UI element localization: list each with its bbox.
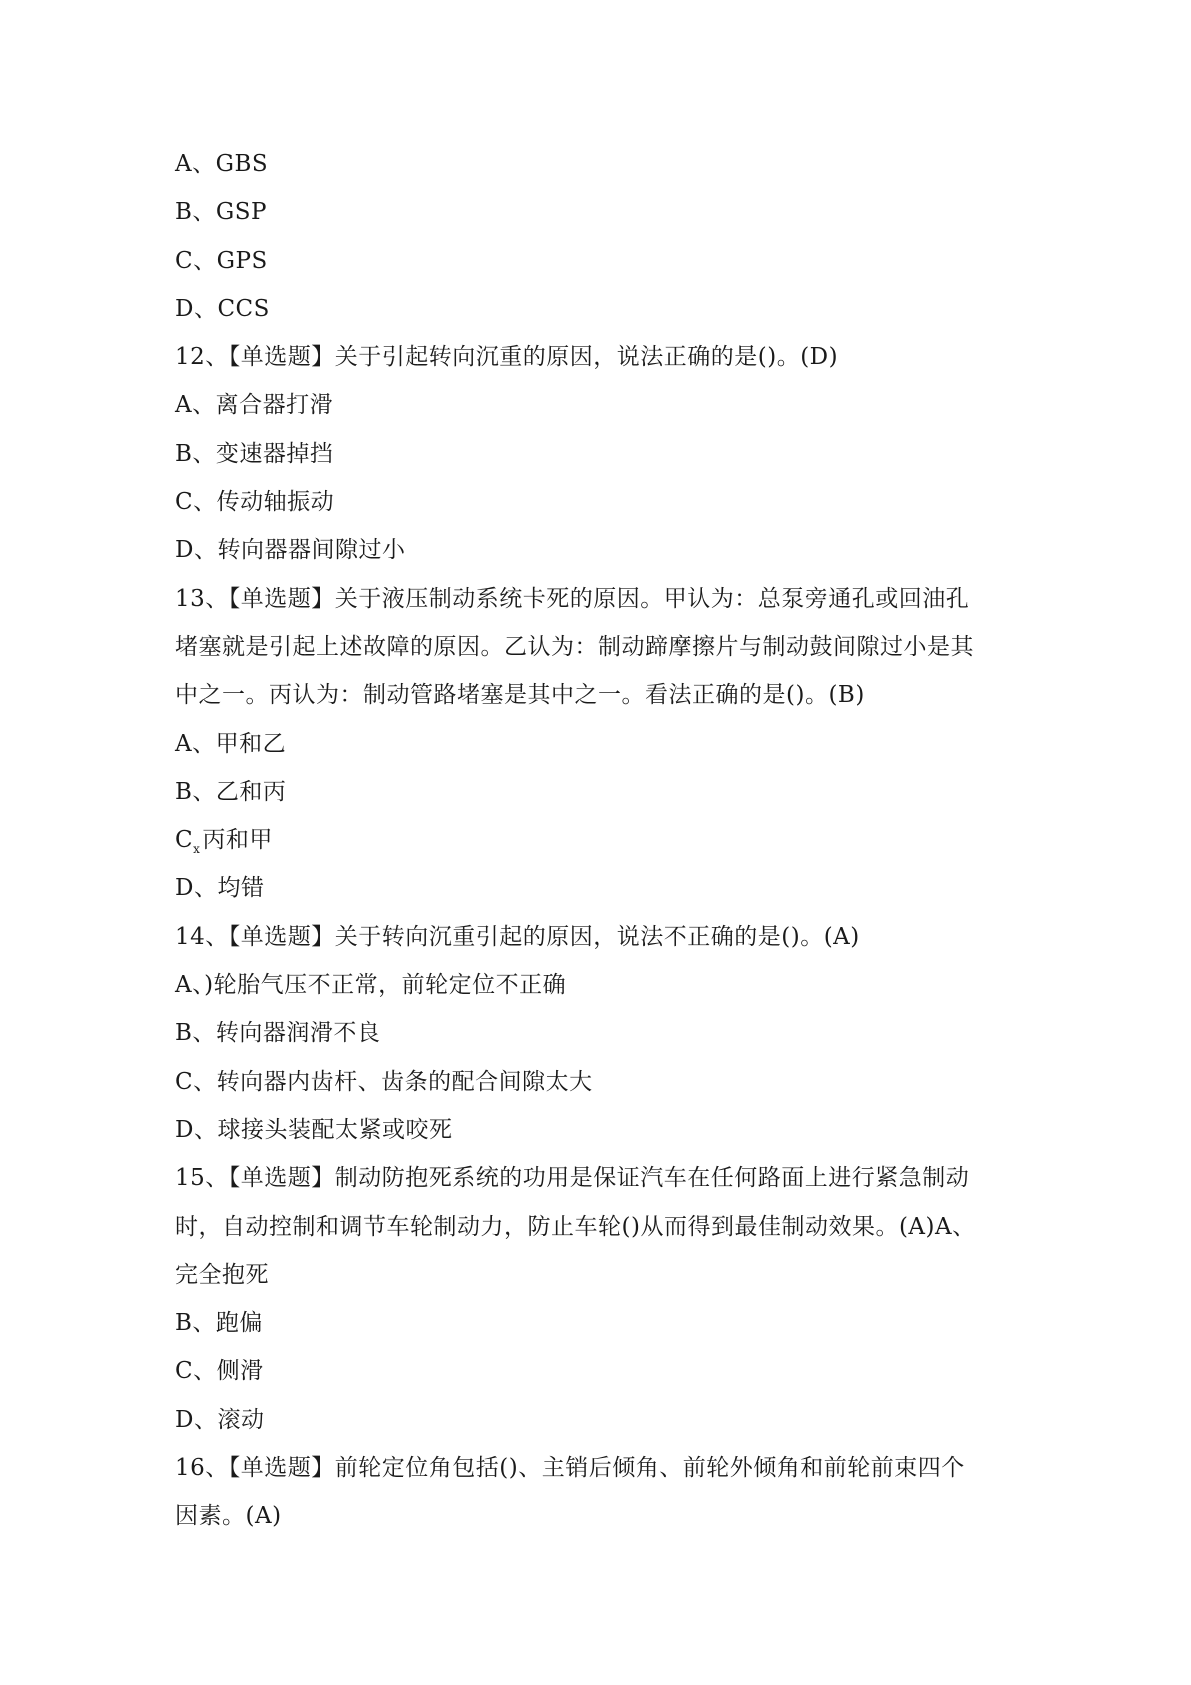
option-line: A、甲和乙 (175, 730, 287, 757)
option-line: B、跑偏 (175, 1310, 263, 1337)
question-line: 12、【单选题】关于引起转向沉重的原因，说法正确的是()。(D) (175, 344, 839, 371)
option-line: A、)轮胎气压不正常，前轮定位不正确 (175, 972, 567, 999)
option-line: B、变速器掉挡 (175, 440, 334, 467)
question-line: 16、【单选题】前轮定位角包括()、主销后倾角、前轮外倾角和前轮前束四个 (175, 1455, 965, 1482)
option-line: 完全抱死 (175, 1261, 269, 1288)
option-line: B、转向器润滑不良 (175, 1020, 381, 1047)
option-line: A、离合器打滑 (175, 392, 334, 419)
option-line: D、球接头装配太紧或咬死 (175, 1116, 453, 1143)
option-line: B、乙和丙 (175, 778, 287, 805)
option-prefix: C (175, 827, 194, 854)
option-line: C、侧滑 (175, 1358, 264, 1385)
question-line: 时，自动控制和调节车轮制动力，防止车轮()从而得到最佳制动效果。(A)A、 (175, 1213, 976, 1240)
question-line: 13、【单选题】关于液压制动系统卡死的原因。甲认为：总泵旁通孔或回油孔 (175, 585, 970, 612)
question-line: 因素。(A) (175, 1503, 282, 1530)
question-list (175, 140, 1015, 1541)
question-line: 中之一。丙认为：制动管路堵塞是其中之一。看法正确的是()。(B) (175, 682, 865, 709)
option-line: A、GBS (175, 151, 269, 177)
option-line: C、传动轴振动 (175, 489, 335, 516)
option-line: D、CCS (175, 295, 270, 322)
option-subscript: x (193, 842, 201, 857)
option-line: C、GPS (175, 247, 268, 274)
option-line-special (175, 816, 1015, 864)
question-line: 15、【单选题】制动防抱死系统的功用是保证汽车在任何路面上进行紧急制动 (175, 1165, 970, 1192)
option-line: C、转向器内齿杆、齿条的配合间隙太大 (175, 1068, 593, 1095)
option-line: D、滚动 (175, 1406, 265, 1433)
option-text: 丙和甲 (202, 827, 273, 854)
question-line: 14、【单选题】关于转向沉重引起的原因，说法不正确的是()。(A) (175, 923, 860, 950)
option-line: B、GSP (175, 199, 268, 226)
option-line: D、转向器器间隙过小 (175, 537, 406, 564)
question-line: 堵塞就是引起上述故障的原因。乙认为：制动蹄摩擦片与制动鼓间隙过小是其 (175, 633, 974, 660)
option-line: D、均错 (175, 875, 265, 902)
